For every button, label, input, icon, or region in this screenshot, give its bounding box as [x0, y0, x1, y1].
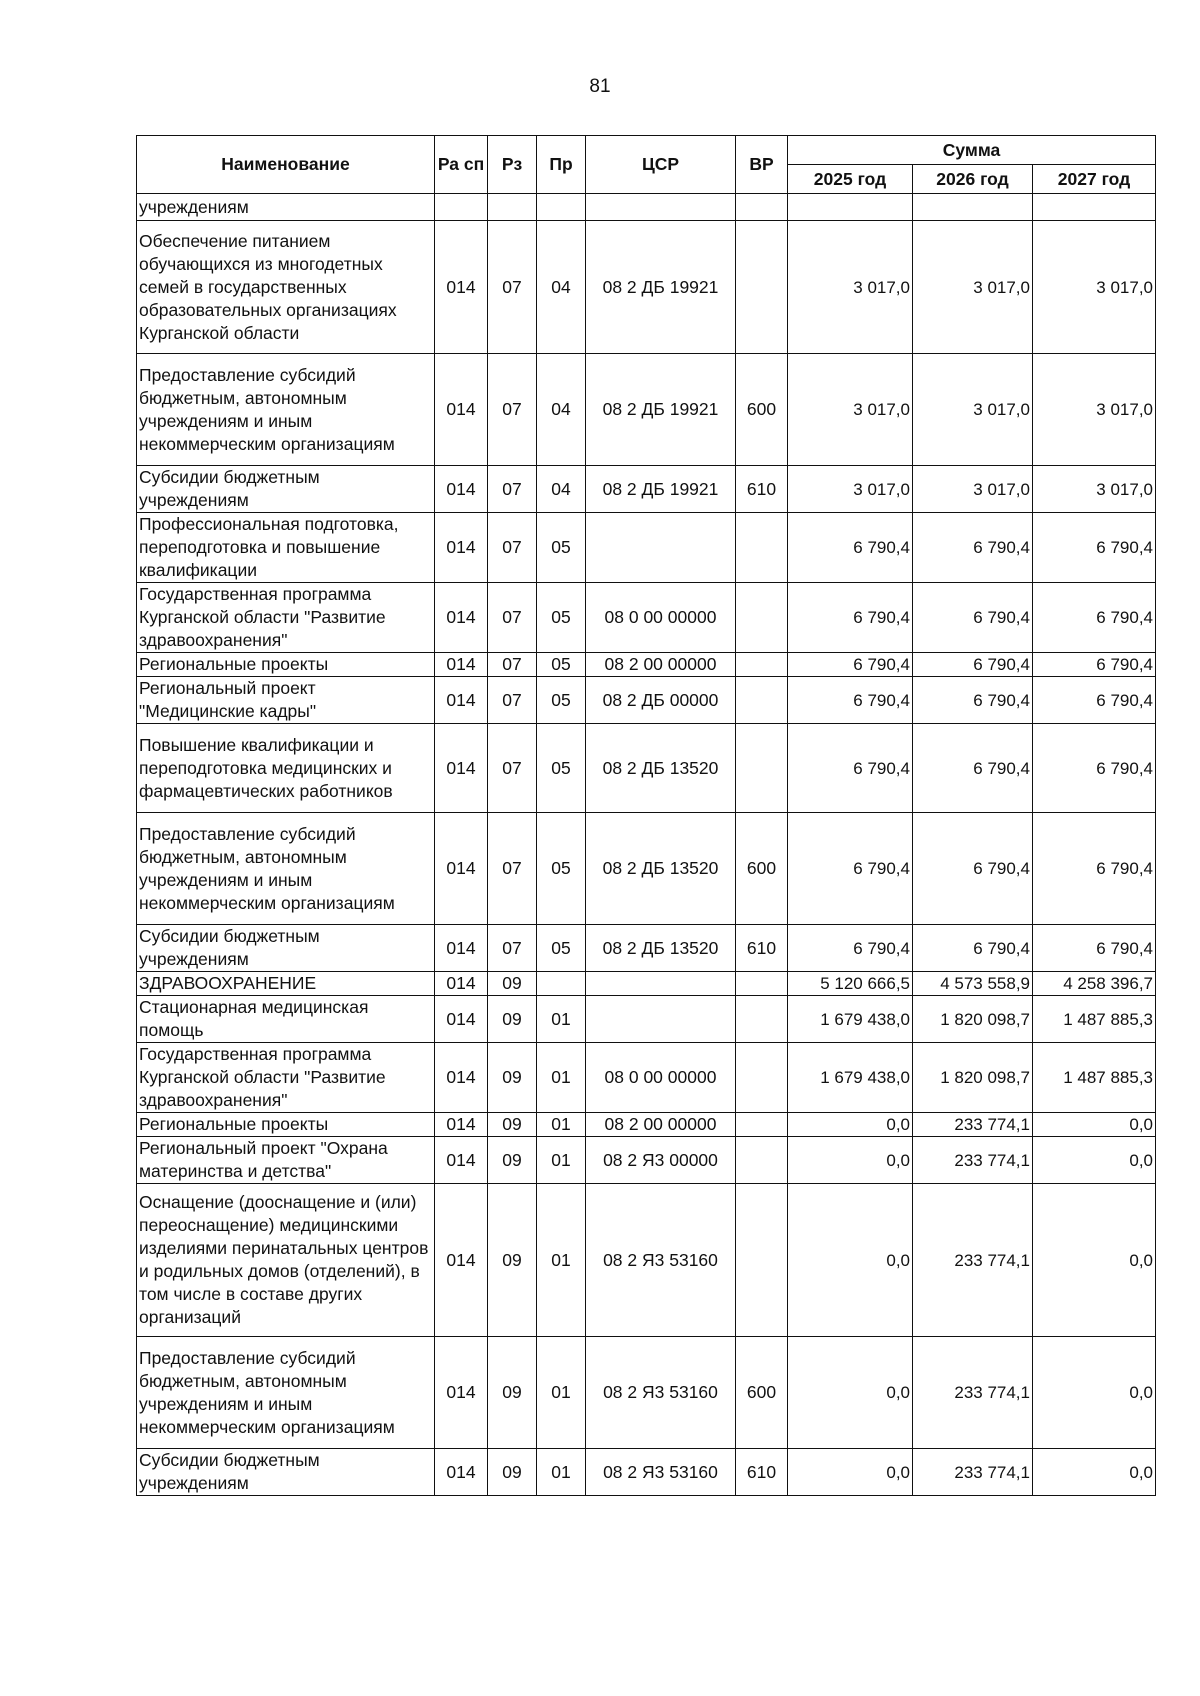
row-name: Профессиональная подготовка, переподготовка и повышение квалификации: [137, 513, 435, 583]
row-vr: [736, 583, 788, 653]
row-rz: 09: [488, 1137, 537, 1184]
row-csr: 08 2 Я3 53160: [586, 1337, 736, 1449]
row-rz: 07: [488, 677, 537, 724]
row-csr: [586, 513, 736, 583]
row-rz: 09: [488, 1449, 537, 1496]
row-rz: 07: [488, 813, 537, 925]
row-sum-2027: 1 487 885,3: [1033, 996, 1156, 1043]
row-sum-2027: 0,0: [1033, 1113, 1156, 1137]
row-sum-2027: 6 790,4: [1033, 724, 1156, 813]
row-sum-2026: [913, 194, 1033, 221]
row-sum-2025: 1 679 438,0: [788, 996, 913, 1043]
row-sum-2026: 233 774,1: [913, 1337, 1033, 1449]
table-row: [137, 221, 1156, 354]
row-rz: 07: [488, 354, 537, 466]
row-sum-2025: 6 790,4: [788, 724, 913, 813]
row-name: Обеспечение питанием обучающихся из многодетных семей в государственных образовательных организациях Курганской области: [137, 221, 435, 354]
row-rz: 07: [488, 466, 537, 513]
row-rz: 09: [488, 972, 537, 996]
row-name: Стационарная медицинская помощь: [137, 996, 435, 1043]
row-csr: [586, 972, 736, 996]
row-sum-2027: 3 017,0: [1033, 354, 1156, 466]
row-vr: 600: [736, 813, 788, 925]
row-pr: 01: [537, 1113, 586, 1137]
row-sum-2026: 6 790,4: [913, 653, 1033, 677]
row-pr: 05: [537, 925, 586, 972]
row-rasp: 014: [435, 1113, 488, 1137]
row-sum-2026: 1 820 098,7: [913, 996, 1033, 1043]
header-sum: Сумма: [788, 136, 1156, 165]
row-rasp: 014: [435, 583, 488, 653]
row-sum-2027: 6 790,4: [1033, 925, 1156, 972]
row-sum-2026: 233 774,1: [913, 1184, 1033, 1337]
row-sum-2027: 1 487 885,3: [1033, 1043, 1156, 1113]
row-sum-2026: 6 790,4: [913, 925, 1033, 972]
row-pr: 01: [537, 1043, 586, 1113]
row-pr: [537, 972, 586, 996]
row-vr: [736, 1113, 788, 1137]
row-pr: 04: [537, 354, 586, 466]
table-row: [137, 996, 1156, 1043]
row-sum-2026: 233 774,1: [913, 1449, 1033, 1496]
row-rasp: 014: [435, 813, 488, 925]
row-rasp: 014: [435, 724, 488, 813]
row-sum-2025: 0,0: [788, 1184, 913, 1337]
row-rasp: 014: [435, 221, 488, 354]
row-sum-2025: 0,0: [788, 1137, 913, 1184]
budget-table: [136, 135, 1156, 1496]
table-row: [137, 1337, 1156, 1449]
row-pr: 01: [537, 1137, 586, 1184]
row-csr: 08 2 00 00000: [586, 1113, 736, 1137]
row-rz: 09: [488, 1043, 537, 1113]
row-name: учреждениям: [137, 194, 435, 221]
row-sum-2026: 6 790,4: [913, 677, 1033, 724]
row-rasp: 014: [435, 653, 488, 677]
row-sum-2026: 233 774,1: [913, 1137, 1033, 1184]
row-name: Государственная программа Курганской области "Развитие здравоохранения": [137, 1043, 435, 1113]
row-rasp: [435, 194, 488, 221]
table-row: [137, 1449, 1156, 1496]
row-sum-2026: 6 790,4: [913, 583, 1033, 653]
header-pr: Пр: [537, 136, 586, 194]
header-rz: Рз: [488, 136, 537, 194]
row-sum-2025: 3 017,0: [788, 466, 913, 513]
row-rz: 07: [488, 513, 537, 583]
row-rz: 09: [488, 1337, 537, 1449]
row-name: Государственная программа Курганской области "Развитие здравоохранения": [137, 583, 435, 653]
header-year-2027: 2027 год: [1033, 165, 1156, 194]
table-row: [137, 677, 1156, 724]
row-name: Субсидии бюджетным учреждениям: [137, 1449, 435, 1496]
row-pr: [537, 194, 586, 221]
row-vr: [736, 972, 788, 996]
row-rasp: 014: [435, 354, 488, 466]
table-header: [137, 136, 1156, 194]
table-row: [137, 653, 1156, 677]
table-row: [137, 194, 1156, 221]
row-vr: [736, 1137, 788, 1184]
header-vr: ВР: [736, 136, 788, 194]
row-sum-2025: 6 790,4: [788, 653, 913, 677]
header-rasp: Ра сп: [435, 136, 488, 194]
row-vr: 610: [736, 925, 788, 972]
row-csr: 08 2 Я3 53160: [586, 1184, 736, 1337]
row-vr: [736, 996, 788, 1043]
row-rasp: 014: [435, 1043, 488, 1113]
table-row: [137, 925, 1156, 972]
table-body: [137, 194, 1156, 1496]
row-rasp: 014: [435, 1137, 488, 1184]
row-sum-2025: 1 679 438,0: [788, 1043, 913, 1113]
row-csr: [586, 996, 736, 1043]
row-pr: 05: [537, 724, 586, 813]
row-rasp: 014: [435, 925, 488, 972]
row-rasp: 014: [435, 513, 488, 583]
row-sum-2025: 0,0: [788, 1337, 913, 1449]
row-rz: 09: [488, 1184, 537, 1337]
row-sum-2026: 4 573 558,9: [913, 972, 1033, 996]
row-sum-2025: 3 017,0: [788, 354, 913, 466]
table-row: [137, 1184, 1156, 1337]
row-sum-2026: 3 017,0: [913, 221, 1033, 354]
row-pr: 01: [537, 1449, 586, 1496]
row-sum-2026: 3 017,0: [913, 354, 1033, 466]
row-sum-2027: 4 258 396,7: [1033, 972, 1156, 996]
row-rasp: 014: [435, 677, 488, 724]
row-vr: [736, 653, 788, 677]
table-row: [137, 354, 1156, 466]
row-sum-2026: 3 017,0: [913, 466, 1033, 513]
row-name: Повышение квалификации и переподготовка медицинских и фармацевтических работников: [137, 724, 435, 813]
row-pr: 01: [537, 1337, 586, 1449]
row-sum-2027: 0,0: [1033, 1449, 1156, 1496]
row-vr: 600: [736, 1337, 788, 1449]
row-pr: 05: [537, 513, 586, 583]
row-csr: 08 0 00 00000: [586, 1043, 736, 1113]
row-name: Региональные проекты: [137, 653, 435, 677]
row-vr: [736, 194, 788, 221]
row-csr: 08 2 Я3 00000: [586, 1137, 736, 1184]
row-rasp: 014: [435, 1449, 488, 1496]
row-sum-2026: 6 790,4: [913, 724, 1033, 813]
row-csr: 08 2 00 00000: [586, 653, 736, 677]
table-row: [137, 583, 1156, 653]
row-sum-2026: 1 820 098,7: [913, 1043, 1033, 1113]
row-sum-2025: [788, 194, 913, 221]
row-sum-2025: 6 790,4: [788, 677, 913, 724]
row-pr: 01: [537, 1184, 586, 1337]
row-rz: [488, 194, 537, 221]
row-rz: 07: [488, 724, 537, 813]
row-pr: 05: [537, 583, 586, 653]
row-csr: 08 2 ДБ 00000: [586, 677, 736, 724]
row-sum-2026: 233 774,1: [913, 1113, 1033, 1137]
row-pr: 05: [537, 653, 586, 677]
row-vr: [736, 221, 788, 354]
header-year-2026: 2026 год: [913, 165, 1033, 194]
row-vr: 610: [736, 1449, 788, 1496]
row-name: Региональные проекты: [137, 1113, 435, 1137]
row-sum-2027: 6 790,4: [1033, 583, 1156, 653]
row-csr: 08 2 ДБ 19921: [586, 221, 736, 354]
row-sum-2025: 6 790,4: [788, 813, 913, 925]
row-vr: [736, 1043, 788, 1113]
row-sum-2027: 6 790,4: [1033, 653, 1156, 677]
row-sum-2027: 0,0: [1033, 1337, 1156, 1449]
row-name: Предоставление субсидий бюджетным, автономным учреждениям и иным некоммерческим организациям: [137, 354, 435, 466]
row-csr: 08 2 ДБ 13520: [586, 813, 736, 925]
row-name: Региональный проект "Охрана материнства и детства": [137, 1137, 435, 1184]
row-sum-2027: [1033, 194, 1156, 221]
row-sum-2027: 0,0: [1033, 1137, 1156, 1184]
row-vr: [736, 1184, 788, 1337]
row-sum-2025: 6 790,4: [788, 513, 913, 583]
row-sum-2027: 6 790,4: [1033, 813, 1156, 925]
table-row: [137, 1113, 1156, 1137]
row-rasp: 014: [435, 996, 488, 1043]
row-sum-2025: 5 120 666,5: [788, 972, 913, 996]
row-rz: 09: [488, 1113, 537, 1137]
table-row: [137, 1043, 1156, 1113]
row-vr: [736, 677, 788, 724]
row-sum-2027: 6 790,4: [1033, 513, 1156, 583]
row-sum-2027: 3 017,0: [1033, 221, 1156, 354]
row-pr: 01: [537, 996, 586, 1043]
row-name: Оснащение (дооснащение и (или) переоснащение) медицинскими изделиями перинатальных центров и родильных домов (отделений), в том числе в составе других организаций: [137, 1184, 435, 1337]
row-csr: 08 2 ДБ 19921: [586, 354, 736, 466]
row-rasp: 014: [435, 1337, 488, 1449]
row-rz: 07: [488, 221, 537, 354]
table-row: [137, 813, 1156, 925]
row-sum-2027: 3 017,0: [1033, 466, 1156, 513]
row-csr: 08 2 Я3 53160: [586, 1449, 736, 1496]
row-sum-2027: 0,0: [1033, 1184, 1156, 1337]
row-rz: 07: [488, 653, 537, 677]
row-csr: 08 2 ДБ 13520: [586, 925, 736, 972]
row-sum-2025: 3 017,0: [788, 221, 913, 354]
row-rz: 09: [488, 996, 537, 1043]
row-sum-2026: 6 790,4: [913, 813, 1033, 925]
row-sum-2026: 6 790,4: [913, 513, 1033, 583]
table-row: [137, 513, 1156, 583]
page-number: 81: [589, 76, 611, 97]
row-sum-2025: 0,0: [788, 1449, 913, 1496]
row-csr: [586, 194, 736, 221]
row-vr: [736, 724, 788, 813]
header-year-2025: 2025 год: [788, 165, 913, 194]
row-rasp: 014: [435, 466, 488, 513]
row-rz: 07: [488, 583, 537, 653]
row-csr: 08 2 ДБ 19921: [586, 466, 736, 513]
row-csr: 08 0 00 00000: [586, 583, 736, 653]
row-name: ЗДРАВООХРАНЕНИЕ: [137, 972, 435, 996]
row-pr: 04: [537, 221, 586, 354]
row-sum-2025: 6 790,4: [788, 925, 913, 972]
row-rasp: 014: [435, 972, 488, 996]
row-pr: 04: [537, 466, 586, 513]
row-pr: 05: [537, 677, 586, 724]
row-csr: 08 2 ДБ 13520: [586, 724, 736, 813]
row-vr: 610: [736, 466, 788, 513]
table-row: [137, 1137, 1156, 1184]
row-pr: 05: [537, 813, 586, 925]
row-sum-2025: 6 790,4: [788, 583, 913, 653]
header-csr: ЦСР: [586, 136, 736, 194]
table-row: [137, 724, 1156, 813]
header-name: Наименование: [137, 136, 435, 194]
row-name: Предоставление субсидий бюджетным, автономным учреждениям и иным некоммерческим организациям: [137, 813, 435, 925]
table-row: [137, 466, 1156, 513]
row-sum-2027: 6 790,4: [1033, 677, 1156, 724]
row-vr: [736, 513, 788, 583]
row-rz: 07: [488, 925, 537, 972]
row-name: Субсидии бюджетным учреждениям: [137, 925, 435, 972]
table-row: [137, 972, 1156, 996]
row-name: Предоставление субсидий бюджетным, автономным учреждениям и иным некоммерческим организациям: [137, 1337, 435, 1449]
row-sum-2025: 0,0: [788, 1113, 913, 1137]
row-rasp: 014: [435, 1184, 488, 1337]
row-vr: 600: [736, 354, 788, 466]
row-name: Региональный проект "Медицинские кадры": [137, 677, 435, 724]
row-name: Субсидии бюджетным учреждениям: [137, 466, 435, 513]
